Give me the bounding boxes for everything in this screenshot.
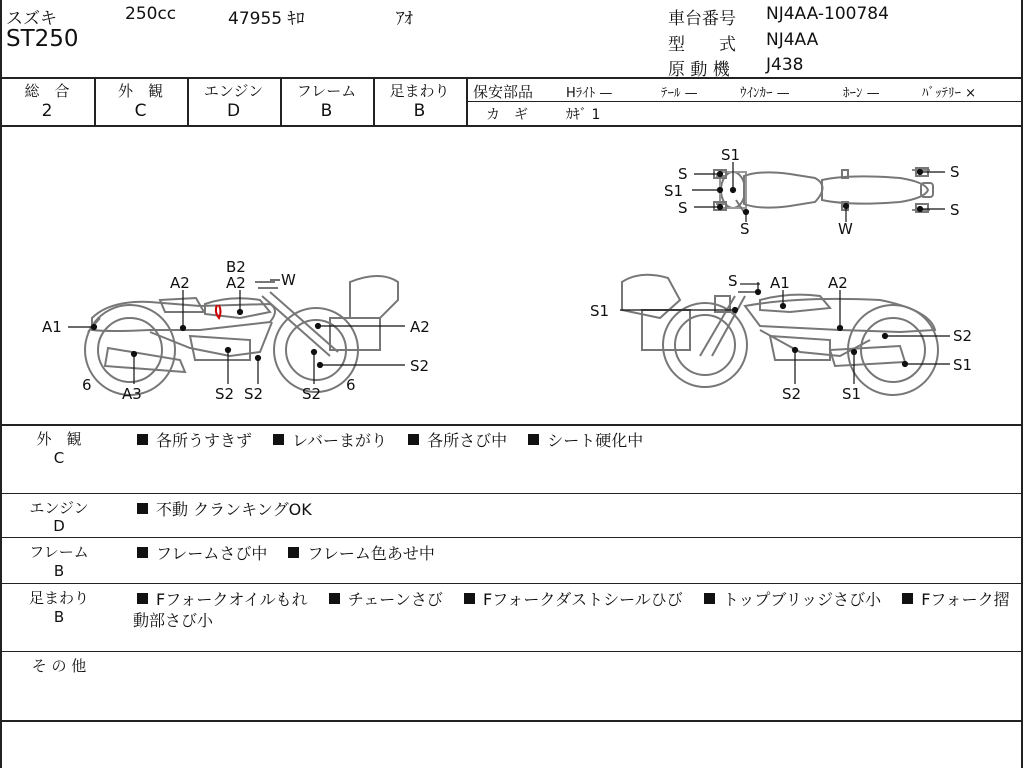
- note-items-engine: 不動 クランキングOK: [135, 497, 326, 520]
- bullet-icon: [137, 503, 148, 514]
- safety-item-tail: ﾃｰﾙ —: [661, 86, 698, 101]
- grade-label-overall: 総 合: [24, 82, 70, 100]
- note-items-suspension: Fフォークオイルもれ チェーンさび Fフォークダストシールひび トップブリッジさび小 Fフォーク摺: [135, 587, 1015, 610]
- note-continuation-suspension: 動部さび小: [133, 611, 214, 630]
- diagram-label: 6: [82, 376, 92, 394]
- diagram-svg: [0, 126, 1020, 424]
- type-label: 型 式: [668, 35, 736, 55]
- bullet-icon: [137, 547, 148, 558]
- bullet-icon: [408, 434, 419, 445]
- note-label-frame: フレーム: [29, 543, 89, 561]
- diagram-label: A1: [42, 318, 62, 336]
- maker: スズキ: [6, 9, 57, 29]
- diagram-label: S: [678, 199, 688, 217]
- grade-value-suspension: B: [413, 101, 426, 121]
- grade-value-overall: 2: [41, 101, 53, 121]
- bullet-icon: [528, 434, 539, 445]
- note-label-exterior: 外 観: [36, 430, 82, 448]
- note-grade-frame: B: [53, 562, 65, 580]
- key-label: カ ギ: [486, 107, 528, 123]
- divider: [0, 493, 1022, 494]
- note-grade-exterior: C: [53, 449, 65, 467]
- bullet-icon: [137, 434, 148, 445]
- safety-item-battery: ﾊﾞｯﾃﾘｰ ×: [922, 86, 977, 101]
- frame-right: [1021, 0, 1023, 768]
- grade-label-engine: エンジン: [203, 82, 264, 100]
- bullet-icon: [273, 434, 284, 445]
- engine-value: J438: [766, 55, 804, 75]
- bullet-icon: [329, 593, 340, 604]
- mileage: 47955 ｷﾛ: [228, 9, 305, 29]
- safety-item-winker: ｳｲﾝｶｰ —: [740, 86, 790, 101]
- diagram-label: A2: [226, 274, 246, 292]
- note-label-other: そ の 他: [31, 657, 87, 675]
- diagram-label: S: [740, 220, 750, 238]
- diagram-label: S2: [953, 327, 973, 345]
- divider: [0, 537, 1022, 538]
- safety-item-headlight: Hﾗｲﾄ —: [566, 86, 613, 101]
- right-view-bike-drawing: [622, 275, 938, 395]
- diagram-label: A1: [770, 274, 790, 292]
- diagram-label: 6: [346, 376, 356, 394]
- diagram-label: S2: [782, 385, 802, 403]
- diagram-label: S: [950, 201, 960, 219]
- bullet-icon: [288, 547, 299, 558]
- diagram-label: A3: [122, 385, 142, 403]
- diagram-label: A2: [410, 318, 430, 336]
- diagram-label: S2: [244, 385, 264, 403]
- diagram-label: B2: [226, 258, 246, 276]
- diagram-label: S2: [410, 357, 430, 375]
- diagram-label: S: [950, 163, 960, 181]
- grade-label-frame: フレーム: [296, 82, 357, 100]
- grade-label-suspension: 足まわり: [389, 82, 450, 100]
- grade-label-exterior: 外 観: [117, 82, 163, 100]
- key-value: ｶｷﾞ 1: [566, 107, 601, 123]
- frame-no-label: 車台番号: [668, 9, 736, 29]
- type-value: NJ4AA: [766, 30, 819, 50]
- diagram-label: S1: [664, 182, 684, 200]
- diagram-label: S1: [590, 302, 610, 320]
- note-items-exterior: 各所うすきず レバーまがり 各所さび中 シート硬化中: [135, 428, 657, 451]
- diagram-label: S2: [215, 385, 235, 403]
- displacement: 250cc: [125, 4, 177, 24]
- bullet-icon: [704, 593, 715, 604]
- diagram-label: A2: [828, 274, 848, 292]
- diagram-label: S1: [953, 356, 973, 374]
- divider: [0, 583, 1022, 584]
- grade-value-exterior: C: [134, 101, 147, 121]
- divider: [466, 78, 468, 125]
- model-name: ST250: [6, 26, 79, 52]
- engine-label: 原 動 機: [668, 60, 730, 80]
- top-view-bike-drawing: [714, 168, 933, 212]
- diagram-label: S: [678, 165, 688, 183]
- diagram-label: S: [728, 272, 738, 290]
- color: ｱｵ: [396, 9, 413, 29]
- note-label-suspension: 足まわり: [28, 589, 89, 607]
- safety-item-horn: ﾎｰﾝ —: [843, 86, 880, 101]
- grade-value-frame: B: [320, 101, 333, 121]
- frame-no: NJ4AA-100784: [766, 4, 889, 24]
- note-label-engine: エンジン: [29, 499, 89, 517]
- note-items-frame: フレームさび中 フレーム色あせ中: [135, 541, 449, 564]
- bullet-icon: [464, 593, 475, 604]
- diagram-label: W: [281, 271, 296, 289]
- diagram-label: S1: [842, 385, 862, 403]
- damage-mark: [216, 305, 221, 318]
- divider: [0, 77, 1022, 79]
- diagram-label: W: [838, 220, 853, 238]
- note-grade-engine: D: [53, 517, 65, 535]
- divider: [0, 424, 1022, 426]
- bullet-icon: [137, 593, 148, 604]
- divider: [466, 101, 1022, 102]
- divider: [0, 720, 1022, 722]
- note-grade-suspension: B: [53, 608, 65, 626]
- diagram-label: S2: [302, 385, 322, 403]
- safety-label: 保安部品: [473, 83, 534, 101]
- bullet-icon: [902, 593, 913, 604]
- diagram-label: A2: [170, 274, 190, 292]
- diagram-label: S1: [721, 146, 741, 164]
- divider: [0, 651, 1022, 652]
- grade-value-engine: D: [226, 101, 241, 121]
